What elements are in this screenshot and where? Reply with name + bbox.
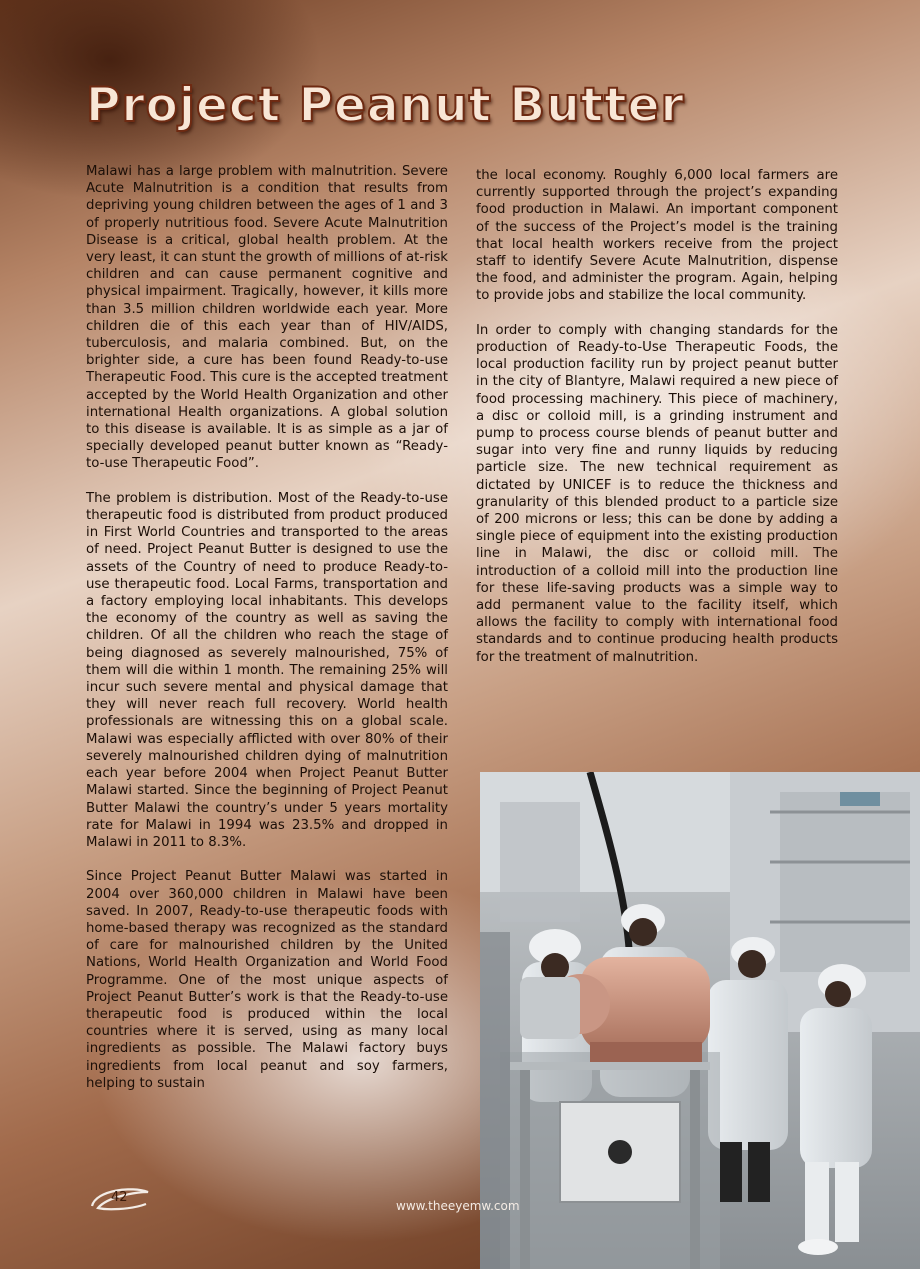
factory-workers-photo-icon: [480, 772, 920, 1269]
paragraph: In order to comply with changing standards for the production of Ready-to-Use Therapeutic Foods, the local production facility run by project peanut butter in the city of Blantyre, Malawi required a new piece of food processing machinery. This piece of machinery, a disc or colloid mill, is a grinding instrument and pump to process course blends of peanut butter and sugar into very fine and runny liquids by reducing particle size. The new technical requirement as dictated by UNICEF is to reduce the thickness and granularity of this blended product to a particle size of 200 microns or less; this can be done by adding a single piece of equipment into the existing production line in Malawi, the disc or colloid mill. The introduction of a colloid mill into the production line for these life-saving products was a simple way to add permanent value to the facility itself, which allows the facility to comply with international food standards and to continue producing health products for the treatment of malnutrition.: [476, 322, 838, 665]
paragraph: Since Project Peanut Butter Malawi was started in 2004 over 360,000 children in Malawi have been saved. In 2007, Ready-to-use therapeutic foods with home-based therapy was recognized as the standard of care for malnourished children by the United Nations, World Health Organization and World Food Programme. One of the most unique aspects of Project Peanut Butter’s work is that the Ready-to-use therapeutic food is produced within the local countries where it is served, using as many local ingredients as possible. The Malawi factory buys ingredients from local peanut and soy farmers, helping to sustain: [86, 869, 448, 1091]
article-title: Project Peanut Butter: [86, 78, 685, 133]
paragraph: the local economy. Roughly 6,000 local farmers are currently supported through the project’s expanding food production in Malawi. An important component of the success of the Project’s model is the training that local health workers receive from the project staff to identify Severe Acute Malnutrition, dispense the food, and administer the program. Again, helping to provide jobs and stabilize the local community.: [476, 168, 838, 304]
factory-photo: [480, 772, 920, 1269]
right-column: [476, 167, 838, 683]
website-url[interactable]: www.theeyemw.com: [396, 1199, 520, 1213]
left-column: [86, 163, 448, 1109]
paragraph: The problem is distribution. Most of the Ready-to-use therapeutic food is distributed from product produced in First World Countries and transported to the areas of need. Project Peanut Butter is designed to use the assets of the Country of need to produce Ready-to-use therapeutic food. Local Farms, transportation and a factory employing local inhabitants. This develops the economy of the country as well as saving the children. Of all the children who reach the stage of being diagnosed as severely malnourished, 75% of them will die within 1 month. The remaining 25% will incur such severe mental and physical damage that they will never reach full recovery. World health professionals are witnessing this on a global scale. Malawi was especially afflicted with over 80% of their severely malnourished children dying of malnutrition each year before 2004 when Project Peanut Butter Malawi started. Since the beginning of Project Peanut Butter Malawi the country’s under 5 years mortality rate for Malawi in 1994 was 23.5% and dropped in Malawi in 2011 to 8.3%.: [86, 490, 448, 850]
paragraph: Malawi has a large problem with malnutrition. Severe Acute Malnutrition is a condition that results from depriving young children between the ages of 1 and 3 of properly nutritious food. Severe Acute Malnutrition Disease is a critical, global health problem. At the very least, it can stunt the growth of millions of at-risk children and can cause permanent cognitive and physical impairment. Tragically, however, it kills more than 3.5 million children worldwide each year. More children die of this each year than of HIV/AIDS, tuberculosis, and malaria combined. But, on the brighter side, a cure has been found Ready-to-use Therapeutic Food. This cure is the accepted treatment accepted by the World Health Organization and other international Health organizations. A global solution to this disease is available. It is as simple as a jar of specially developed peanut butter known as “Ready-to-use Therapeutic Food”.: [86, 164, 448, 472]
page-number: 42: [111, 1190, 128, 1205]
